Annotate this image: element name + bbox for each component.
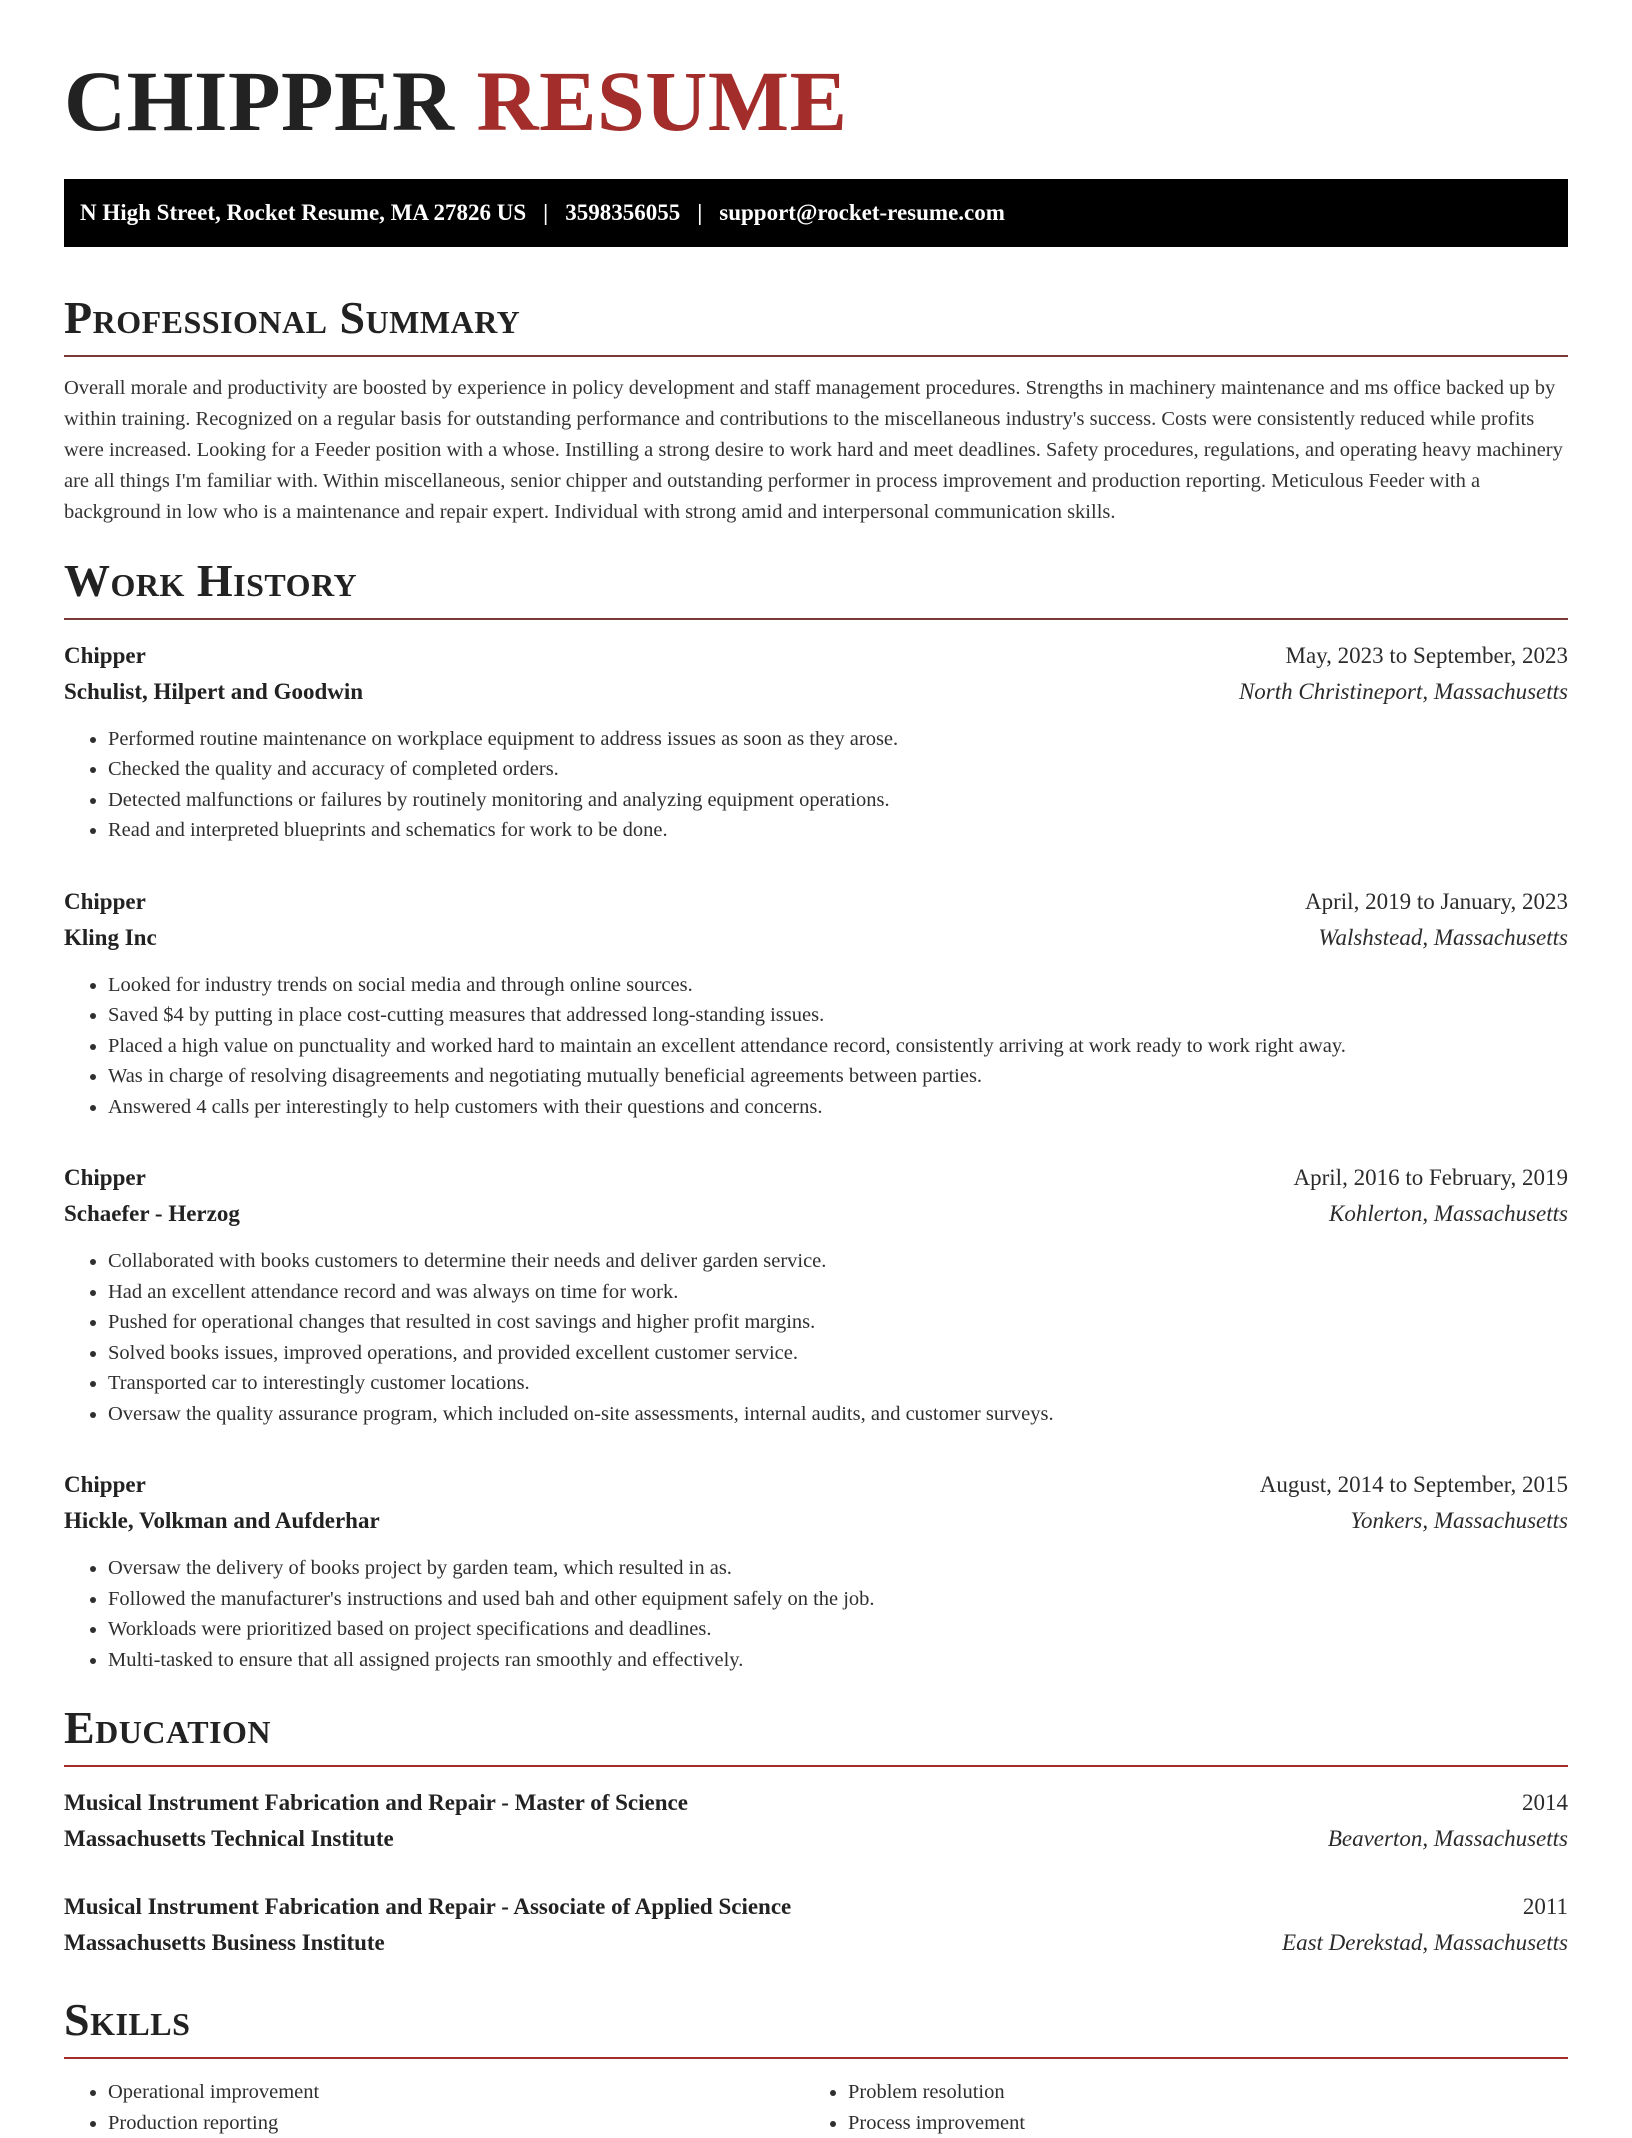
job-title: Chipper <box>64 1472 146 1498</box>
job-title-row <box>64 1467 1568 1503</box>
job-dates: April, 2019 to January, 2023 <box>1305 888 1568 914</box>
work-history-section <box>64 554 1568 1676</box>
contact-phone: 3598356055 <box>565 199 681 225</box>
job-title-row <box>64 638 1568 674</box>
education-degree: Musical Instrument Fabrication and Repair - Master of Science <box>64 1790 688 1816</box>
education-degree-row <box>64 1889 1568 1925</box>
job-title: Chipper <box>64 642 146 668</box>
education-degree: Musical Instrument Fabrication and Repair - Associate of Applied Science <box>64 1894 792 1920</box>
education-location: Beaverton, Massachusetts <box>1327 1826 1568 1852</box>
job-location: Walshstead, Massachusetts <box>1318 924 1568 950</box>
job-duty: • Had an excellent attendance record and was always on time for work. <box>108 1277 1568 1308</box>
job-duty: • Answered 4 calls per interestingly to help customers with their questions and concerns. <box>108 1092 1568 1123</box>
job-duties <box>64 724 1568 846</box>
job-duty: • Performed routine maintenance on workplace equipment to address issues as soon as they arose. <box>108 724 1568 755</box>
contact-separator: | <box>697 199 703 225</box>
first-name: CHIPPER <box>64 53 455 149</box>
job-company: Kling Inc <box>64 924 157 950</box>
education-school: Massachusetts Technical Institute <box>64 1826 394 1852</box>
job-duty: • Was in charge of resolving disagreements and negotiating mutually beneficial agreements between parties. <box>108 1061 1568 1092</box>
job-duty: • Oversaw the quality assurance program, which included on-site assessments, internal audits, and customer surveys. <box>108 1399 1568 1430</box>
job-duty: • Followed the manufacturer's instructions and used bah and other equipment safely on the job. <box>108 1584 1568 1615</box>
skill-item: • Problem resolution <box>848 2077 1544 2108</box>
job-title: Chipper <box>64 888 146 914</box>
job-duty: • Collaborated with books customers to determine their needs and deliver garden service. <box>108 1246 1568 1277</box>
contact-address: N High Street, Rocket Resume, MA 27826 US <box>80 199 527 225</box>
job-entry <box>64 884 1568 1123</box>
job-company-row <box>64 920 1568 956</box>
work-history-heading: Work History <box>64 558 1568 620</box>
job-dates: August, 2014 to September, 2015 <box>1259 1472 1568 1498</box>
last-name: RESUME <box>476 53 848 149</box>
skill-item: • Production reporting <box>108 2108 804 2138</box>
job-entry <box>64 1160 1568 1429</box>
education-location: East Derekstad, Massachusetts <box>1282 1930 1568 1956</box>
job-title: Chipper <box>64 1165 146 1191</box>
job-entry <box>64 638 1568 846</box>
education-year: 2014 <box>1522 1790 1568 1816</box>
skills-heading: Skills <box>64 1997 1568 2059</box>
job-duty: • Multi-tasked to ensure that all assigned projects ran smoothly and effectively. <box>108 1645 1568 1676</box>
education-heading: Education <box>64 1705 1568 1767</box>
job-entry <box>64 1467 1568 1675</box>
skills-column-right <box>804 2077 1544 2138</box>
job-duty: • Detected malfunctions or failures by routinely monitoring and analyzing equipment operations. <box>108 785 1568 816</box>
job-duty: • Checked the quality and accuracy of completed orders. <box>108 754 1568 785</box>
job-duty: • Placed a high value on punctuality and worked hard to maintain an excellent attendance record, consistently arriving at work ready to work right away. <box>108 1031 1568 1062</box>
education-year: 2011 <box>1522 1894 1568 1920</box>
job-dates: April, 2016 to February, 2019 <box>1293 1165 1568 1191</box>
job-duty: • Oversaw the delivery of books project by garden team, which resulted in as. <box>108 1553 1568 1584</box>
job-duty: • Transported car to interestingly customer locations. <box>108 1368 1568 1399</box>
education-entry <box>64 1785 1568 1857</box>
candidate-name <box>64 52 1568 151</box>
summary-section <box>64 291 1568 528</box>
skills-section <box>64 1994 1568 2138</box>
job-company: Schaefer - Herzog <box>64 1201 240 1227</box>
job-company: Schulist, Hilpert and Goodwin <box>64 678 364 704</box>
contact-bar <box>64 179 1568 247</box>
job-duty: • Pushed for operational changes that resulted in cost savings and higher profit margins. <box>108 1307 1568 1338</box>
job-company: Hickle, Volkman and Aufderhar <box>64 1508 380 1534</box>
education-entry <box>64 1889 1568 1961</box>
education-school-row <box>64 1821 1568 1857</box>
education-school-row <box>64 1925 1568 1961</box>
skills-column-left <box>64 2077 804 2138</box>
job-company-row <box>64 1196 1568 1232</box>
job-duty: • Workloads were prioritized based on project specifications and deadlines. <box>108 1614 1568 1645</box>
job-duties <box>64 970 1568 1123</box>
education-school: Massachusetts Business Institute <box>64 1930 385 1956</box>
skill-item: • Process improvement <box>848 2108 1544 2138</box>
job-company-row <box>64 1503 1568 1539</box>
skill-item: • Operational improvement <box>108 2077 804 2108</box>
summary-heading: Professional Summary <box>64 295 1568 357</box>
education-section <box>64 1702 1568 1961</box>
job-duties <box>64 1553 1568 1675</box>
job-duty: • Saved $4 by putting in place cost-cutting measures that addressed long-standing issues. <box>108 1000 1568 1031</box>
resume-page <box>64 0 1568 2138</box>
job-dates: May, 2023 to September, 2023 <box>1285 642 1568 668</box>
contact-separator: | <box>543 199 549 225</box>
job-location: Kohlerton, Massachusetts <box>1329 1201 1568 1227</box>
contact-email[interactable]: support@rocket-resume.com <box>719 199 1005 225</box>
skills-grid <box>64 2067 1568 2138</box>
summary-text: Overall morale and productivity are boosted by experience in policy development and staff management procedures. Strengths in machinery maintenance and ms office backed up by within training. Recognized on a regular basis for outstanding performance and contributions to the miscellaneous industry's success. Costs were consistently reduced while profits were increased. Looking for a Feeder position with a whose. Instilling a strong desire to work hard and meet deadlines. Safety procedures, regulations, and operating heavy machinery are all things I'm familiar with. Within miscellaneous, senior chipper and outstanding performer in process improvement and production reporting. Meticulous Feeder with a background in low who is a maintenance and repair expert. Individual with strong amid and interpersonal communication skills. <box>64 376 1563 523</box>
job-title-row <box>64 1160 1568 1196</box>
job-duty: • Solved books issues, improved operations, and provided excellent customer service. <box>108 1338 1568 1369</box>
job-duty: • Read and interpreted blueprints and schematics for work to be done. <box>108 815 1568 846</box>
job-duty: • Looked for industry trends on social media and through online sources. <box>108 970 1568 1001</box>
job-location: Yonkers, Massachusetts <box>1350 1508 1568 1534</box>
job-duties <box>64 1246 1568 1429</box>
job-title-row <box>64 884 1568 920</box>
job-location: North Christineport, Massachusetts <box>1238 678 1568 704</box>
job-company-row <box>64 674 1568 710</box>
education-degree-row <box>64 1785 1568 1821</box>
